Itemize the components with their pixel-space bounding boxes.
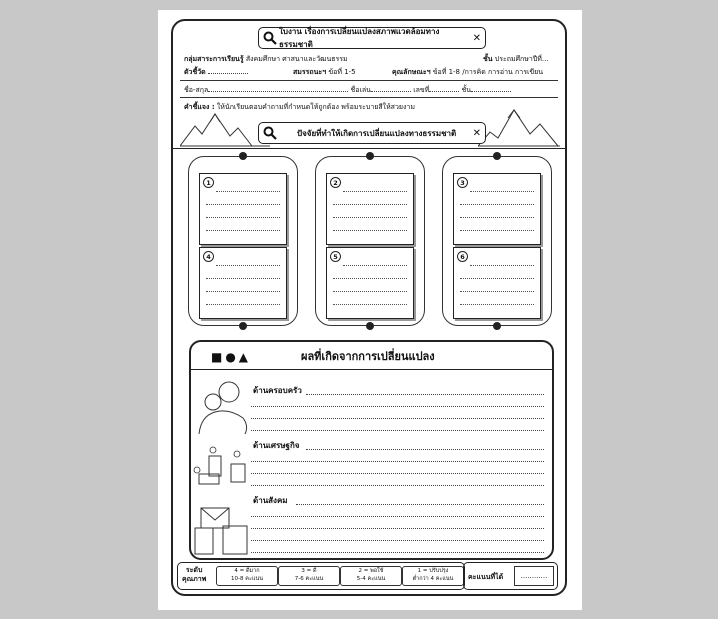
factor-column-2 [315, 156, 425, 326]
character-row [392, 67, 543, 78]
factors-searchbar[interactable] [258, 122, 486, 144]
number-label: เลขที่ [413, 86, 430, 94]
factor-column-3 [442, 156, 552, 326]
character-value: ข้อที่ 1-8 /การคิด การอ่าน การเขียน [432, 68, 544, 76]
factor-number: 3 [457, 177, 468, 188]
factor-number: 4 [203, 251, 214, 262]
worksheet-page [158, 10, 582, 610]
worksheet-title: ใบงาน เรื่องการเปลี่ยนแปลงสภาพแวดล้อมทางธรรมชาติ [279, 27, 440, 49]
student-row [184, 85, 511, 96]
instruction-text: ให้นักเรียนตอบคำถามที่กำหนดให้ถูกต้อง พร้อมระบายสีให้สวยงาม [216, 103, 415, 111]
mountains-right-illustration [478, 104, 560, 148]
pin-icon [366, 152, 374, 160]
economy-illustration [193, 442, 251, 492]
scale-level-1 [402, 566, 464, 586]
results-divider [191, 369, 552, 370]
factor-box[interactable] [453, 173, 541, 245]
factor-number: 2 [330, 177, 341, 188]
scale-label-line1: ระดับ [185, 566, 203, 574]
scale-level-bottom: ต่ำกว่า 4 คะแนน [412, 576, 454, 582]
close-icon[interactable]: ✕ [472, 127, 481, 139]
results-title: ผลที่เกิดจากการเปลี่ยนแปลง [301, 350, 435, 363]
scale-level-top: 4 = ดีมาก [234, 568, 260, 574]
subject-value: สังคมศึกษา ศาสนาและวัฒนธรรม [245, 55, 348, 63]
mountains-left-illustration [180, 110, 270, 148]
subject-label: กลุ่มสาระการเรียนรู้ [184, 55, 244, 63]
factor-number: 6 [457, 251, 468, 262]
economy-section-label: ด้านเศรษฐกิจ [253, 441, 300, 450]
factor-box[interactable] [199, 247, 287, 319]
number-field[interactable] [429, 91, 459, 92]
factor-number: 1 [203, 177, 214, 188]
score-box [463, 562, 558, 590]
pin-icon [366, 322, 374, 330]
scale-level-bottom: 5-4 คะแนน [356, 576, 386, 582]
scale-level-4 [216, 566, 278, 586]
name-label: ชื่อ-สกุล [184, 86, 209, 94]
factor-box[interactable] [326, 247, 414, 319]
level-value: ประถมศึกษาปีที่... [494, 55, 549, 63]
score-field[interactable]: ............ [514, 566, 554, 586]
scale-label-line2: คุณภาพ [182, 575, 207, 583]
indicator-label: ตัวชี้วัด [184, 68, 206, 76]
pin-icon [239, 322, 247, 330]
score-label: คะแนนที่ได้ [468, 573, 504, 581]
factor-box[interactable] [326, 173, 414, 245]
society-illustration [193, 502, 251, 558]
competency-label: สมรรถนะฯ [293, 68, 327, 76]
level-label: ชั้น [483, 55, 493, 63]
scale-label [182, 566, 206, 584]
pin-icon [239, 152, 247, 160]
pin-icon [493, 322, 501, 330]
scale-level-top: 2 = พอใช้ [358, 568, 384, 574]
factor-column-1 [188, 156, 298, 326]
scale-level-bottom: 10-8 คะแนน [231, 576, 263, 582]
factors-divider [172, 148, 566, 149]
character-label: คุณลักษณะฯ [392, 68, 431, 76]
header-divider [180, 80, 558, 81]
nickname-field[interactable] [371, 91, 411, 92]
student-divider [180, 97, 558, 98]
indicator-row [184, 67, 248, 78]
level-row [483, 54, 549, 65]
scale-level-3 [278, 566, 340, 586]
scale-level-top: 3 = ดี [301, 568, 317, 574]
family-illustration [193, 378, 251, 436]
competency-row [293, 67, 356, 78]
results-panel [189, 340, 554, 560]
subject-row [184, 54, 348, 65]
scale-level-top: 1 = ปรับปรุง [417, 568, 449, 574]
factor-box[interactable] [199, 173, 287, 245]
search-icon [263, 126, 277, 140]
competency-value: ข้อที่ 1-5 [328, 68, 356, 76]
quality-scale [177, 562, 465, 590]
title-searchbar[interactable] [258, 27, 486, 49]
class-field[interactable] [471, 91, 511, 92]
class-label: ชั้น [461, 86, 472, 94]
name-field[interactable] [208, 91, 348, 92]
factor-box[interactable] [453, 247, 541, 319]
indicator-blank[interactable] [208, 73, 248, 74]
factor-number: 5 [330, 251, 341, 262]
family-section-label: ด้านครอบครัว [253, 386, 302, 395]
close-icon[interactable]: ✕ [472, 32, 481, 44]
society-section-label: ด้านสังคม [253, 496, 288, 505]
scale-level-2 [340, 566, 402, 586]
shapes-decoration: ■●▲ [211, 350, 252, 364]
factors-title: ปัจจัยที่ทำให้เกิดการเปลี่ยนแปลงทางธรรมชาติ [297, 128, 457, 138]
scale-level-bottom: 7-6 คะแนน [294, 576, 324, 582]
search-icon [263, 31, 277, 45]
pin-icon [493, 152, 501, 160]
nickname-label: ชื่อเล่น [350, 86, 371, 94]
instruction-label: คำชี้แจง : [184, 103, 215, 111]
